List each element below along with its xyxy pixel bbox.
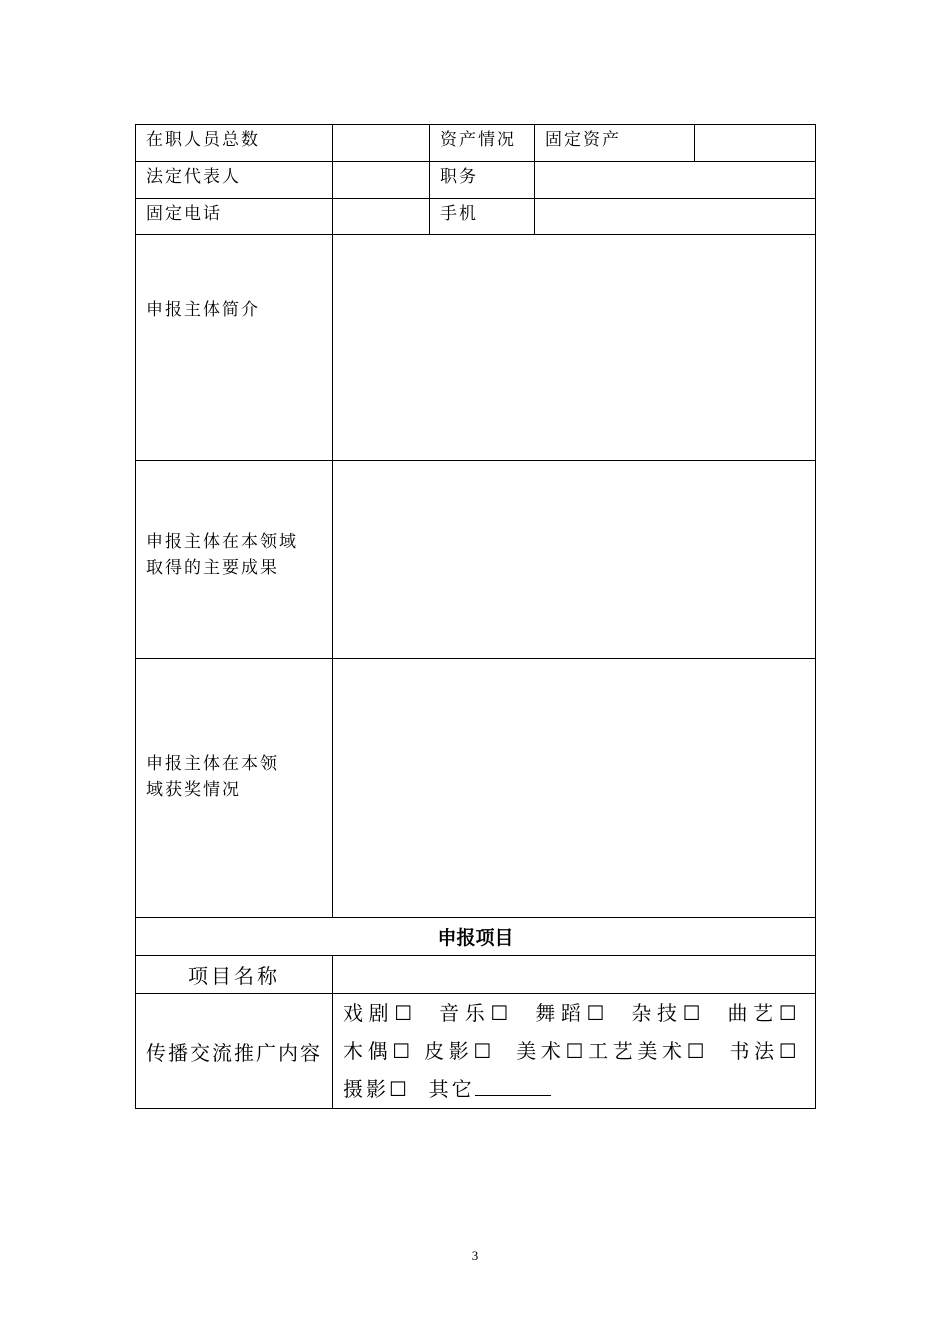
option-music[interactable]: 音乐☐: [439, 1001, 512, 1025]
option-shadow-play[interactable]: 皮影☐: [424, 1039, 495, 1063]
row-phone: [136, 199, 816, 235]
option-other[interactable]: 其它: [428, 1077, 475, 1101]
intro-label-text: 申报主体简介: [146, 300, 260, 320]
staff-total-label: 在职人员总数: [136, 125, 333, 162]
position-field[interactable]: [535, 162, 816, 199]
awards-field[interactable]: [333, 659, 816, 918]
fixed-assets-field[interactable]: [695, 125, 816, 162]
row-achievements: [136, 461, 816, 659]
row-section-title: [136, 918, 816, 956]
position-label: 职务: [430, 162, 535, 199]
staff-total-field[interactable]: [333, 125, 430, 162]
option-crafts[interactable]: 工艺美术☐: [586, 1039, 708, 1063]
option-fine-arts[interactable]: 美术☐: [516, 1039, 587, 1063]
mobile-field[interactable]: [535, 199, 816, 235]
row-staff-assets: [136, 125, 816, 162]
awards-label: [136, 659, 333, 918]
awards-label-line1: 申报主体在本领: [146, 754, 279, 774]
row-project-name: [136, 956, 816, 994]
option-quyi[interactable]: 曲艺☐: [727, 1001, 800, 1025]
achievements-field[interactable]: [333, 461, 816, 659]
option-calligraphy[interactable]: 书法☐: [729, 1039, 800, 1063]
awards-label-line2: 域获奖情况: [146, 780, 241, 800]
mobile-label: 手机: [430, 199, 535, 235]
achievements-label-line1: 申报主体在本领域: [146, 532, 298, 552]
row-intro: [136, 235, 816, 461]
legal-rep-field[interactable]: [333, 162, 430, 199]
legal-rep-label: 法定代表人: [136, 162, 333, 199]
row-awards: [136, 659, 816, 918]
content-options: [333, 994, 816, 1109]
option-puppetry[interactable]: 木偶☐: [343, 1039, 414, 1063]
fixed-assets-label: 固定资产: [535, 125, 695, 162]
assets-label: 资产情况: [430, 125, 535, 162]
option-dance[interactable]: 舞蹈☐: [535, 1001, 608, 1025]
landline-label: 固定电话: [136, 199, 333, 235]
content-label: 传播交流推广内容: [136, 994, 333, 1109]
project-name-field[interactable]: [333, 956, 816, 994]
landline-field[interactable]: [333, 199, 430, 235]
achievements-label-line2: 取得的主要成果: [146, 558, 279, 578]
page-number: 3: [471, 1248, 479, 1263]
project-name-label: 项目名称: [136, 956, 333, 994]
row-legal-rep: [136, 162, 816, 199]
row-content: [136, 994, 816, 1109]
intro-field[interactable]: [333, 235, 816, 461]
application-form-table: [135, 124, 816, 1109]
achievements-label: [136, 461, 333, 659]
option-acrobatics[interactable]: 杂技☐: [631, 1001, 704, 1025]
other-blank-line[interactable]: [475, 1073, 551, 1096]
project-section-title: 申报项目: [136, 918, 816, 956]
option-drama[interactable]: 戏剧☐: [343, 1001, 416, 1025]
intro-label: [136, 235, 333, 461]
option-photography[interactable]: 摄影☐: [343, 1077, 410, 1101]
